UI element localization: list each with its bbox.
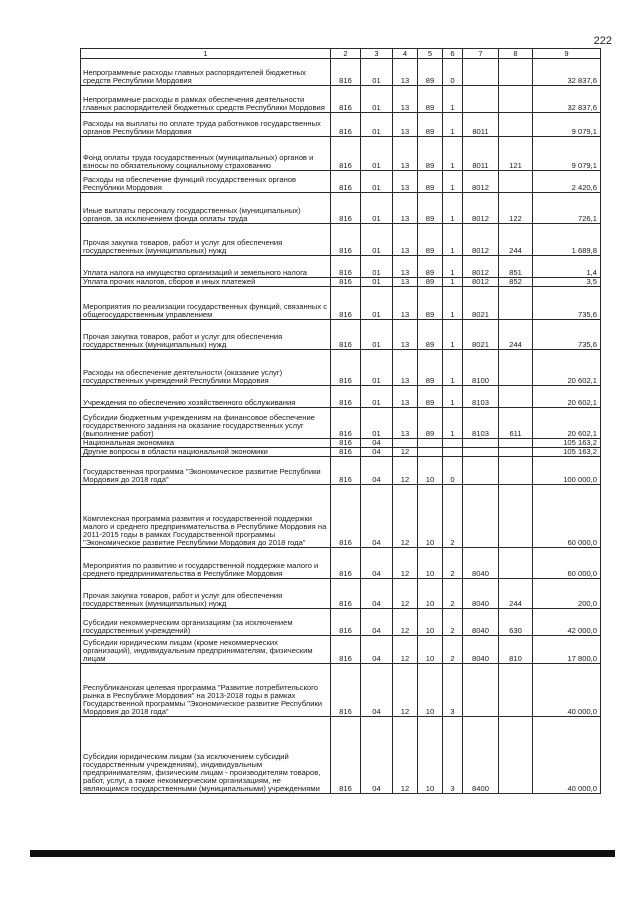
col-target: 8100 xyxy=(463,350,499,386)
row-name: Уплата прочих налогов, сборов и иных платежей xyxy=(81,278,331,287)
col-target: 8021 xyxy=(463,320,499,350)
col-subsection: 13 xyxy=(393,113,418,137)
col-section: 01 xyxy=(361,137,393,171)
col-amount: 40 000,0 xyxy=(533,664,601,717)
col-subsection: 13 xyxy=(393,86,418,113)
col-expense-type: 852 xyxy=(499,278,533,287)
header-col-5: 5 xyxy=(418,49,443,59)
col-subprogram: 1 xyxy=(443,386,463,408)
col-section: 01 xyxy=(361,278,393,287)
col-amount: 42 000,0 xyxy=(533,609,601,636)
col-ministry: 816 xyxy=(331,256,361,278)
table-row xyxy=(81,664,601,717)
col-subsection: 13 xyxy=(393,137,418,171)
header-col-9: 9 xyxy=(533,49,601,59)
header-col-8: 8 xyxy=(499,49,533,59)
row-name: Мероприятия по развитию и государственной поддержке малого и среднего предпринимательства в Республике Мордовия xyxy=(81,548,331,579)
col-section: 04 xyxy=(361,485,393,548)
col-subprogram: 0 xyxy=(443,59,463,86)
row-name: Прочая закупка товаров, работ и услуг для обеспечения государственных (муниципальных) нужд xyxy=(81,320,331,350)
col-amount: 3,5 xyxy=(533,278,601,287)
col-ministry: 816 xyxy=(331,59,361,86)
col-ministry: 816 xyxy=(331,171,361,193)
col-program xyxy=(418,439,443,448)
col-target xyxy=(463,485,499,548)
col-amount: 20 602,1 xyxy=(533,350,601,386)
col-ministry: 816 xyxy=(331,408,361,439)
col-target xyxy=(463,59,499,86)
row-name: Республиканская целевая программа "Развитие потребительского рынка в Республике Мордовия" на 2013-2018 годы в рамках Государственной программы "Экономическое развитие Республики Мордовия до 2018 года" xyxy=(81,664,331,717)
col-subsection: 13 xyxy=(393,193,418,224)
col-program: 89 xyxy=(418,171,443,193)
col-amount: 40 000,0 xyxy=(533,717,601,794)
col-ministry: 816 xyxy=(331,717,361,794)
col-program: 89 xyxy=(418,408,443,439)
col-amount: 200,0 xyxy=(533,579,601,609)
col-subprogram: 1 xyxy=(443,256,463,278)
col-subsection: 13 xyxy=(393,256,418,278)
col-amount: 20 602,1 xyxy=(533,386,601,408)
row-name: Непрограммные расходы в рамках обеспечения деятельности главных распорядителей бюджетных средств Республики Мордовия xyxy=(81,86,331,113)
col-ministry: 816 xyxy=(331,278,361,287)
col-subsection: 12 xyxy=(393,717,418,794)
col-subprogram: 2 xyxy=(443,548,463,579)
col-target: 8012 xyxy=(463,193,499,224)
col-subprogram: 3 xyxy=(443,717,463,794)
col-subprogram: 1 xyxy=(443,287,463,320)
col-amount: 60 000,0 xyxy=(533,548,601,579)
col-subprogram: 3 xyxy=(443,664,463,717)
table-row xyxy=(81,717,601,794)
table-row xyxy=(81,320,601,350)
table-row xyxy=(81,386,601,408)
row-name: Прочая закупка товаров, работ и услуг для обеспечения государственных (муниципальных) нужд xyxy=(81,224,331,256)
row-name: Комплексная программа развития и государственной поддержки малого и среднего предпринимательства в Республике Мордовия на 2011-2015 годы в рамках Государственной программы "Экономическое развитие Республики Мордовия до 2018 года" xyxy=(81,485,331,548)
col-section: 01 xyxy=(361,320,393,350)
col-subsection: 12 xyxy=(393,448,418,457)
col-target: 8040 xyxy=(463,609,499,636)
col-target: 8040 xyxy=(463,548,499,579)
col-section: 01 xyxy=(361,256,393,278)
table-row xyxy=(81,350,601,386)
col-section: 04 xyxy=(361,717,393,794)
col-program: 89 xyxy=(418,193,443,224)
col-target: 8012 xyxy=(463,278,499,287)
col-ministry: 816 xyxy=(331,193,361,224)
col-section: 04 xyxy=(361,664,393,717)
col-expense-type: 810 xyxy=(499,636,533,664)
col-amount: 9 079,1 xyxy=(533,113,601,137)
col-section: 04 xyxy=(361,448,393,457)
row-name: Прочая закупка товаров, работ и услуг для обеспечения государственных (муниципальных) нужд xyxy=(81,579,331,609)
col-expense-type xyxy=(499,113,533,137)
col-amount: 9 079,1 xyxy=(533,137,601,171)
col-subsection: 13 xyxy=(393,350,418,386)
header-col-3: 3 xyxy=(361,49,393,59)
col-expense-type: 244 xyxy=(499,320,533,350)
col-program: 89 xyxy=(418,224,443,256)
col-subprogram: 2 xyxy=(443,485,463,548)
row-name: Национальная экономика xyxy=(81,439,331,448)
table-row xyxy=(81,287,601,320)
col-program: 10 xyxy=(418,717,443,794)
col-subsection: 13 xyxy=(393,224,418,256)
col-expense-type: 244 xyxy=(499,224,533,256)
col-ministry: 816 xyxy=(331,137,361,171)
col-subsection: 12 xyxy=(393,548,418,579)
col-target: 8011 xyxy=(463,137,499,171)
row-name: Субсидии бюджетным учреждениям на финансовое обеспечение государственного задания на оказание государственных услуг (выполнение работ) xyxy=(81,408,331,439)
col-target xyxy=(463,86,499,113)
row-name: Фонд оплаты труда государственных (муниципальных) органов и взносы по обязательному социальному страхованию xyxy=(81,137,331,171)
col-subsection: 13 xyxy=(393,171,418,193)
table-row xyxy=(81,579,601,609)
col-ministry: 816 xyxy=(331,457,361,485)
col-target xyxy=(463,448,499,457)
row-name: Субсидии юридическим лицам (за исключением субсидий государственным учреждениям), индивидуальным предпринимателям, физическим лицам - производителям товаров, работ, услуг, а также некоммерческим организациям, не являющимся государственными (муниципальными) учреждениями xyxy=(81,717,331,794)
col-amount: 735,6 xyxy=(533,320,601,350)
table-row xyxy=(81,439,601,448)
col-section: 01 xyxy=(361,408,393,439)
table-row xyxy=(81,171,601,193)
col-expense-type xyxy=(499,350,533,386)
col-expense-type xyxy=(499,457,533,485)
col-program xyxy=(418,448,443,457)
table-row xyxy=(81,278,601,287)
col-program: 89 xyxy=(418,256,443,278)
table-row xyxy=(81,256,601,278)
col-subsection: 13 xyxy=(393,287,418,320)
col-expense-type: 121 xyxy=(499,137,533,171)
col-section: 01 xyxy=(361,386,393,408)
col-section: 04 xyxy=(361,579,393,609)
col-subsection: 12 xyxy=(393,664,418,717)
row-name: Другие вопросы в области национальной экономики xyxy=(81,448,331,457)
col-program: 89 xyxy=(418,320,443,350)
header-col-2: 2 xyxy=(331,49,361,59)
table-row xyxy=(81,448,601,457)
col-target: 8103 xyxy=(463,386,499,408)
col-expense-type xyxy=(499,717,533,794)
col-expense-type xyxy=(499,448,533,457)
col-subprogram: 1 xyxy=(443,193,463,224)
row-name: Государственная программа "Экономическое развитие Республики Мордовия до 2018 года" xyxy=(81,457,331,485)
col-program: 89 xyxy=(418,386,443,408)
col-ministry: 816 xyxy=(331,664,361,717)
col-subprogram: 2 xyxy=(443,636,463,664)
table-row xyxy=(81,636,601,664)
col-section: 01 xyxy=(361,113,393,137)
col-target: 8011 xyxy=(463,113,499,137)
col-amount: 105 163,2 xyxy=(533,439,601,448)
col-subsection: 13 xyxy=(393,320,418,350)
row-name: Расходы на обеспечение деятельности (оказание услуг) государственных учреждений Республики Мордовия xyxy=(81,350,331,386)
col-subprogram: 1 xyxy=(443,113,463,137)
col-expense-type xyxy=(499,548,533,579)
col-subsection: 13 xyxy=(393,386,418,408)
col-expense-type xyxy=(499,485,533,548)
col-section: 04 xyxy=(361,439,393,448)
col-section: 01 xyxy=(361,193,393,224)
col-section: 04 xyxy=(361,457,393,485)
table-row xyxy=(81,193,601,224)
col-amount: 60 000,0 xyxy=(533,485,601,548)
col-subsection: 12 xyxy=(393,457,418,485)
header-col-4: 4 xyxy=(393,49,418,59)
col-ministry: 816 xyxy=(331,485,361,548)
col-program: 89 xyxy=(418,278,443,287)
col-target: 8012 xyxy=(463,224,499,256)
table-row xyxy=(81,224,601,256)
table-row xyxy=(81,548,601,579)
col-expense-type xyxy=(499,386,533,408)
col-subprogram xyxy=(443,448,463,457)
col-program: 10 xyxy=(418,485,443,548)
col-subprogram: 2 xyxy=(443,609,463,636)
col-target: 8021 xyxy=(463,287,499,320)
table-header xyxy=(81,49,601,59)
budget-table xyxy=(80,48,601,794)
col-amount: 1,4 xyxy=(533,256,601,278)
col-expense-type xyxy=(499,439,533,448)
col-subsection: 13 xyxy=(393,278,418,287)
col-expense-type: 851 xyxy=(499,256,533,278)
header-col-6: 6 xyxy=(443,49,463,59)
col-subsection xyxy=(393,439,418,448)
col-section: 01 xyxy=(361,224,393,256)
col-target: 8040 xyxy=(463,579,499,609)
col-program: 89 xyxy=(418,287,443,320)
col-amount: 32 837,6 xyxy=(533,59,601,86)
col-target: 8103 xyxy=(463,408,499,439)
table-row xyxy=(81,86,601,113)
col-program: 10 xyxy=(418,457,443,485)
col-subprogram: 1 xyxy=(443,171,463,193)
col-target: 8012 xyxy=(463,171,499,193)
col-subprogram: 1 xyxy=(443,86,463,113)
col-section: 01 xyxy=(361,59,393,86)
col-subprogram: 1 xyxy=(443,320,463,350)
col-target xyxy=(463,664,499,717)
col-subsection: 12 xyxy=(393,609,418,636)
row-name: Уплата налога на имущество организаций и земельного налога xyxy=(81,256,331,278)
col-program: 10 xyxy=(418,609,443,636)
col-section: 04 xyxy=(361,548,393,579)
col-target: 8040 xyxy=(463,636,499,664)
col-subprogram: 1 xyxy=(443,224,463,256)
col-program: 89 xyxy=(418,113,443,137)
col-subprogram: 1 xyxy=(443,408,463,439)
col-ministry: 816 xyxy=(331,439,361,448)
row-name: Субсидии юридическим лицам (кроме некоммерческих организаций), индивидуальным предпринимателям, физическим лицам xyxy=(81,636,331,664)
header-row xyxy=(81,49,601,59)
col-program: 89 xyxy=(418,86,443,113)
col-amount: 17 800,0 xyxy=(533,636,601,664)
header-col-7: 7 xyxy=(463,49,499,59)
col-target: 8400 xyxy=(463,717,499,794)
table-row xyxy=(81,457,601,485)
col-ministry: 816 xyxy=(331,86,361,113)
col-expense-type xyxy=(499,287,533,320)
col-ministry: 816 xyxy=(331,386,361,408)
col-amount: 2 420,6 xyxy=(533,171,601,193)
col-subprogram: 0 xyxy=(443,457,463,485)
col-program: 10 xyxy=(418,548,443,579)
header-col-1: 1 xyxy=(81,49,331,59)
row-name: Расходы на выплаты по оплате труда работников государственных органов Республики Мордовия xyxy=(81,113,331,137)
col-expense-type: 244 xyxy=(499,579,533,609)
col-section: 01 xyxy=(361,350,393,386)
col-amount: 32 837,6 xyxy=(533,86,601,113)
table-row xyxy=(81,408,601,439)
col-program: 89 xyxy=(418,350,443,386)
col-expense-type xyxy=(499,86,533,113)
table-row xyxy=(81,113,601,137)
col-program: 89 xyxy=(418,59,443,86)
table-row xyxy=(81,609,601,636)
col-program: 10 xyxy=(418,579,443,609)
col-ministry: 816 xyxy=(331,320,361,350)
col-subprogram: 2 xyxy=(443,579,463,609)
row-name: Учреждения по обеспечению хозяйственного обслуживания xyxy=(81,386,331,408)
col-ministry: 816 xyxy=(331,609,361,636)
col-expense-type: 122 xyxy=(499,193,533,224)
col-amount: 20 602,1 xyxy=(533,408,601,439)
col-amount: 105 163,2 xyxy=(533,448,601,457)
row-name: Мероприятия по реализации государственных функций, связанных с общегосударственным управлением xyxy=(81,287,331,320)
col-subsection: 12 xyxy=(393,485,418,548)
col-subprogram xyxy=(443,439,463,448)
col-expense-type xyxy=(499,171,533,193)
col-section: 01 xyxy=(361,287,393,320)
table-row xyxy=(81,59,601,86)
col-target xyxy=(463,457,499,485)
row-name: Субсидии некоммерческим организациям (за исключением государственных учреждений) xyxy=(81,609,331,636)
col-program: 10 xyxy=(418,636,443,664)
col-section: 01 xyxy=(361,171,393,193)
col-ministry: 816 xyxy=(331,579,361,609)
col-amount: 735,6 xyxy=(533,287,601,320)
table-row xyxy=(81,137,601,171)
page-number: 222 xyxy=(593,35,612,47)
col-ministry: 816 xyxy=(331,636,361,664)
row-name: Иные выплаты персоналу государственных (муниципальных) органов, за исключением фонда оплаты труда xyxy=(81,193,331,224)
col-section: 04 xyxy=(361,609,393,636)
col-expense-type: 611 xyxy=(499,408,533,439)
col-amount: 100 000,0 xyxy=(533,457,601,485)
table-body xyxy=(81,59,601,794)
col-ministry: 816 xyxy=(331,350,361,386)
col-subsection: 12 xyxy=(393,636,418,664)
col-section: 04 xyxy=(361,636,393,664)
col-program: 89 xyxy=(418,137,443,171)
col-target xyxy=(463,439,499,448)
col-program: 10 xyxy=(418,664,443,717)
row-name: Расходы на обеспечение функций государственных органов Республики Мордовия xyxy=(81,171,331,193)
col-ministry: 816 xyxy=(331,448,361,457)
col-ministry: 816 xyxy=(331,548,361,579)
col-ministry: 816 xyxy=(331,287,361,320)
row-name: Непрограммные расходы главных распорядителей бюджетных средств Республики Мордовия xyxy=(81,59,331,86)
col-subprogram: 1 xyxy=(443,278,463,287)
table-row xyxy=(81,485,601,548)
col-expense-type xyxy=(499,59,533,86)
col-section: 01 xyxy=(361,86,393,113)
col-ministry: 816 xyxy=(331,224,361,256)
col-target: 8012 xyxy=(463,256,499,278)
col-subsection: 13 xyxy=(393,59,418,86)
col-amount: 726,1 xyxy=(533,193,601,224)
col-subprogram: 1 xyxy=(443,137,463,171)
col-expense-type xyxy=(499,664,533,717)
col-expense-type: 630 xyxy=(499,609,533,636)
scan-edge-bar xyxy=(30,850,615,857)
col-subsection: 12 xyxy=(393,579,418,609)
col-ministry: 816 xyxy=(331,113,361,137)
col-amount: 1 689,8 xyxy=(533,224,601,256)
col-subsection: 13 xyxy=(393,408,418,439)
col-subprogram: 1 xyxy=(443,350,463,386)
